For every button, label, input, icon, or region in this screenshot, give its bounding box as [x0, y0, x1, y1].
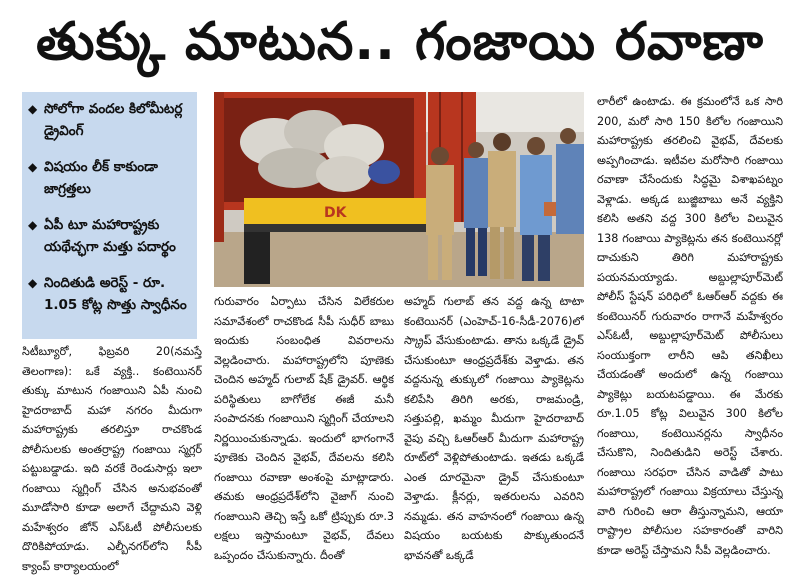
article-text: అహ్మద్ గులాబ్ తన వద్ద ఉన్న టాటా కంటెయినర్ (ఎంహెచ్-16-సీడీ-2076)లో స్క్రాప్ వేసుకుంటాడు. తాను ఒక్కడే డ్రైవ్ చేసుకుంటూ ఆంధ్రప్రదేశ్‌కు వెళ్తాడు. తన వద్దనున్న తుక్కులో గంజాయి ప్యాకెట్లను కలిపేసి తిరిగి అరకు, రాజమండ్రి, సత్తుపల్లి, ఖమ్మం మీదుగా హైదరాబాద్ వైపు వచ్చి ఓఆర్ఆర్ మీదుగా మహారాష్ట్ర రూట్‌లో వెళ్లిపోతుంటాడు. ఇతడు ఒక్కడే ఎంత దూరమైనా డ్రైవ్ చేసుకుంటూ వెళ్తాడు. క్లీనర్లు, ఇతరులను ఎవరిని నమ్మడు. తన వాహనంలో గంజాయి ఉన్న విషయం బయటకు పొక్కుతుందనే భావనతో ఒక్కడే	[404, 295, 584, 562]
article-text: సిటీబ్యూరో, ఫిబ్రవరి 20(నమస్తే తెలంగాణ): ఒకే వ్యక్తి.. కంటెయినర్ తుక్కు మాటున గంజాయిని ఏపీ నుంచి హైదరాబాద్ మహా నగరం మీదుగా మహారాష్ట్రకు తరలిస్తూ రాచకొండ పోలీసులకు అంతర్రాష్ట్ర గంజాయి స్మగ్లర్ పట్టుబడ్డాడు. ఇది వరకే రెండుసార్లు ఇలా గంజాయి స్మగ్లింగ్ చేసిన అనుభవంతో మూడోసారి కూడా అలాగే చేద్దామని వెళ్లి మహేశ్వరం జోన్ ఎస్ఓటీ పోలీసులకు దొరికిపోయాడు. ఎల్బీనగర్‌లోని సీపీ క్యాంప్ కార్యాలయంలో	[22, 345, 202, 573]
truck-plate-text: DK	[324, 205, 347, 221]
article-column-4	[597, 92, 783, 577]
news-photo	[214, 92, 584, 287]
highlight-item: ◆ నిందితుడి అరెస్ట్ - రూ. 1.05 కోట్ల సొత్తు స్వాధీనం	[28, 272, 189, 316]
highlight-item: ◆ ఏపీ టూ మహారాష్ట్రకు యథేచ్ఛగా మత్తు పదార్థం	[28, 214, 189, 258]
headline: తుక్కు మాటున.. గంజాయి రవాణా	[36, 12, 764, 72]
highlights-box	[22, 92, 197, 339]
article-column-3	[404, 292, 584, 577]
highlight-item: ◆ విషయం లీక్ కాకుండా జాగ్రత్తలు	[28, 156, 189, 200]
article-text: లారీలో ఉంటాడు. ఈ క్రమంలోనే ఒక సారి 200, మరో సారి 150 కిలోల గంజాయిని మహారాష్ట్రకు తరలించి వైభవ్, దేవలకు అప్పగించాడు. ఇటీవల మరోసారి గంజాయి రవాణా చేసేందుకు సిద్ధమై విశాఖపట్నం వెళ్లాడు. అక్కడ బుజ్జిబాబు అనే వ్యక్తిని కలిసి అతని వద్ద 300 కిలోల విలువైన 138 గంజాయి ప్యాకెట్లను తన కంటెయినర్లో దాచుకుని తిరిగి మహారాష్ట్రకు పయనమయ్యాడు. అబ్దుల్లాపూర్‌మెట్ పోలీస్ స్టేషన్ పరిధిలో ఓఆర్ఆర్ వద్దకు ఈ కంటెయినర్ గురువారం రాగానే మహేశ్వరం ఎస్ఓటీ, అబ్దుల్లాపూర్‌మెట్ పోలీసులు సంయుక్తంగా లారీని ఆపి తనిఖీలు చేయడంతో అందులో ఉన్న గంజాయి ప్యాకెట్లు బయటపడ్డాయి. ఈ మేరకు రూ.1.05 కోట్ల విలువైన 300 కిలోల గంజాయి, కంటెయినర్లను స్వాధీనం చేసుకొని, నిందితుడిని అరెస్ట్ చేశారు. గంజాయి సరఫరా చేసిన వాడితో పాటు మహారాష్ట్రలో గంజాయి విక్రయాలు చేస్తున్న వారి గురించి ఆరా తీస్తున్నామని, ఆయా రాష్ట్రాల పోలీసుల సహకారంతో వారిని కూడా అరెస్ట్ చేస్తామని సీపీ వెల్లడించారు.	[597, 95, 783, 557]
article-text: గురువారం ఏర్పాటు చేసిన విలేకరుల సమావేశంలో రాచకొండ సీపీ సుధీర్ బాబు ఇందుకు సంబంధిత వివరాలను వెల్లడించారు. మహారాష్ట్రలోని పూణెకు చెందిన అహ్మద్ గులాబ్ షేక్ డ్రైవర్. ఆర్థిక పరిస్థితులు బాగోలేక ఈజీ మనీ సంపాదనకు గంజాయిని స్మగ్లింగ్ చేయాలని నిర్ణయించుకున్నాడు. ఇందులో భాగంగానే పూణెకు చెందిన వైభవ్, దేవలను కలిసి గంజాయి రవాణా అంశంపై మాట్లాడారు. తమకు ఆంధ్రప్రదేశ్‌లోని వైజాగ్ నుంచి గంజాయిని తెచ్చి ఇస్తే ఒకో ట్రిప్పుకు రూ.3 లక్షలు ఇస్తామంటూ వైభవ్, దేవలు ఒప్పందం చేసుకున్నారు. దీంతో	[214, 295, 394, 562]
highlight-item: ◆ సోలోగా వందల కిలోమీటర్ల డ్రైవింగ్	[28, 98, 189, 142]
article-column-1	[22, 342, 202, 577]
highlights-list	[22, 92, 197, 316]
article-column-2	[214, 292, 394, 577]
police-truck-photo	[214, 92, 584, 287]
